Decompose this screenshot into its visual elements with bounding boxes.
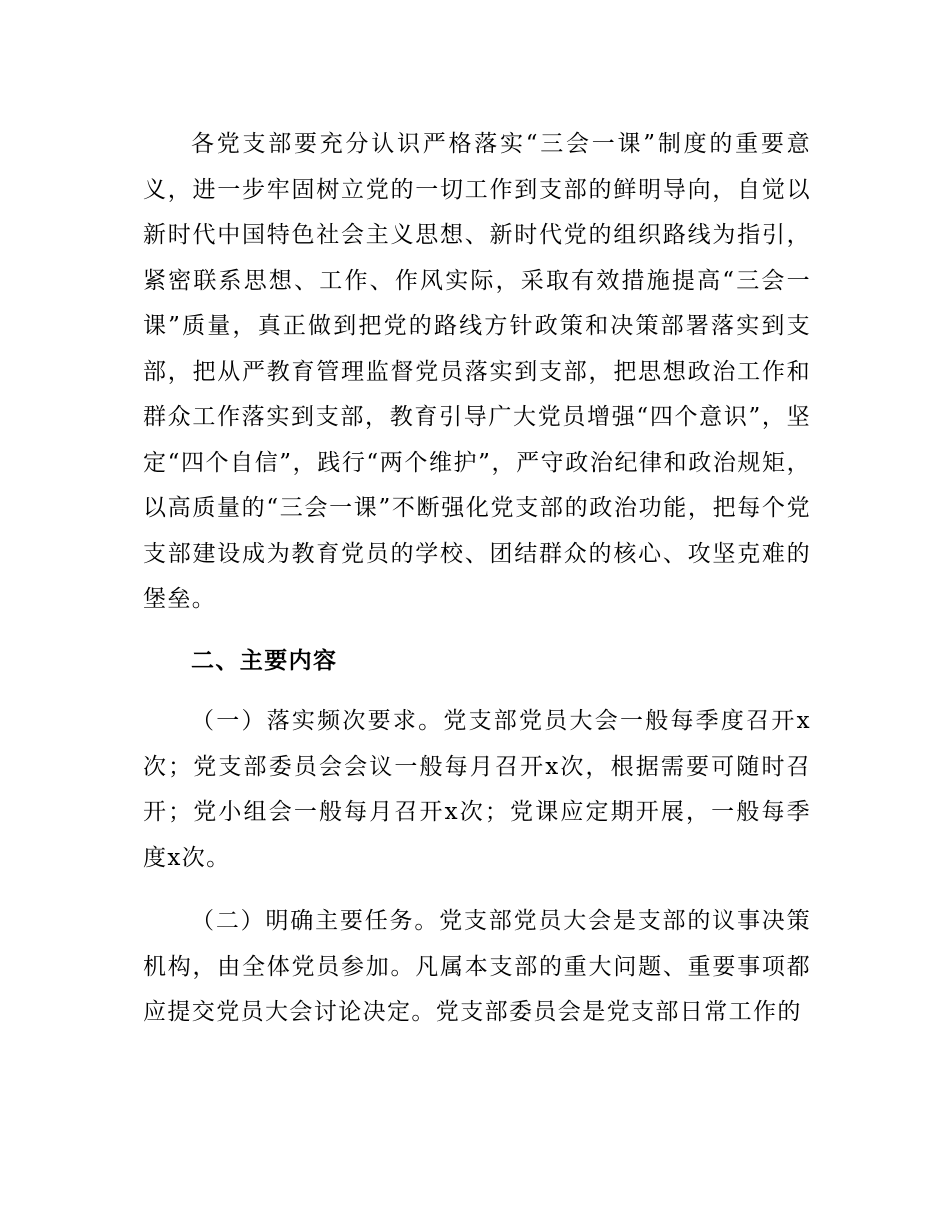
spacer [143, 684, 811, 699]
spacer [143, 881, 811, 899]
paragraph-frequency: （一）落实频次要求。党支部党员大会一般每季度召开x次；党支部委员会会议一般每月召开x次，根据需要可随时召开；党小组会一般每月召开x次；党课应定期开展，一般每季度x次。 [143, 708, 811, 871]
paragraph-significance: 各党支部要充分认识严格落实“三会一课”制度的重要意义，进一步牢固树立党的一切工作到支部的鲜明导向，自觉以新时代中国特色社会主义思想、新时代党的组织路线为指引，紧密联系思想、工作、作风实际，采取有效措施提高“三会一课”质量，真正做到把党的路线方针政策和决策部署落实到支部，把从严教育管理监督党员落实到支部，把思想政治工作和群众工作落实到支部，教育引导广大党员增强“四个意识”，坚定“四个自信”，践行“两个维护”，严守政治纪律和政治规矩，以高质量的“三会一课”不断强化党支部的政治功能，把每个党支部建设成为教育党员的学校、团结群众的核心、攻坚克难的堡垒。 [143, 131, 811, 612]
spacer [143, 623, 811, 639]
document-body [143, 122, 811, 1036]
section-heading: 二、主要内容 [191, 647, 338, 674]
paragraph-tasks: （二）明确主要任务。党支部党员大会是支部的议事决策机构，由全体党员参加。凡属本支部的重大问题、重要事项都应提交党员大会讨论决定。党支部委员会是党支部日常工作的 [143, 908, 811, 1025]
